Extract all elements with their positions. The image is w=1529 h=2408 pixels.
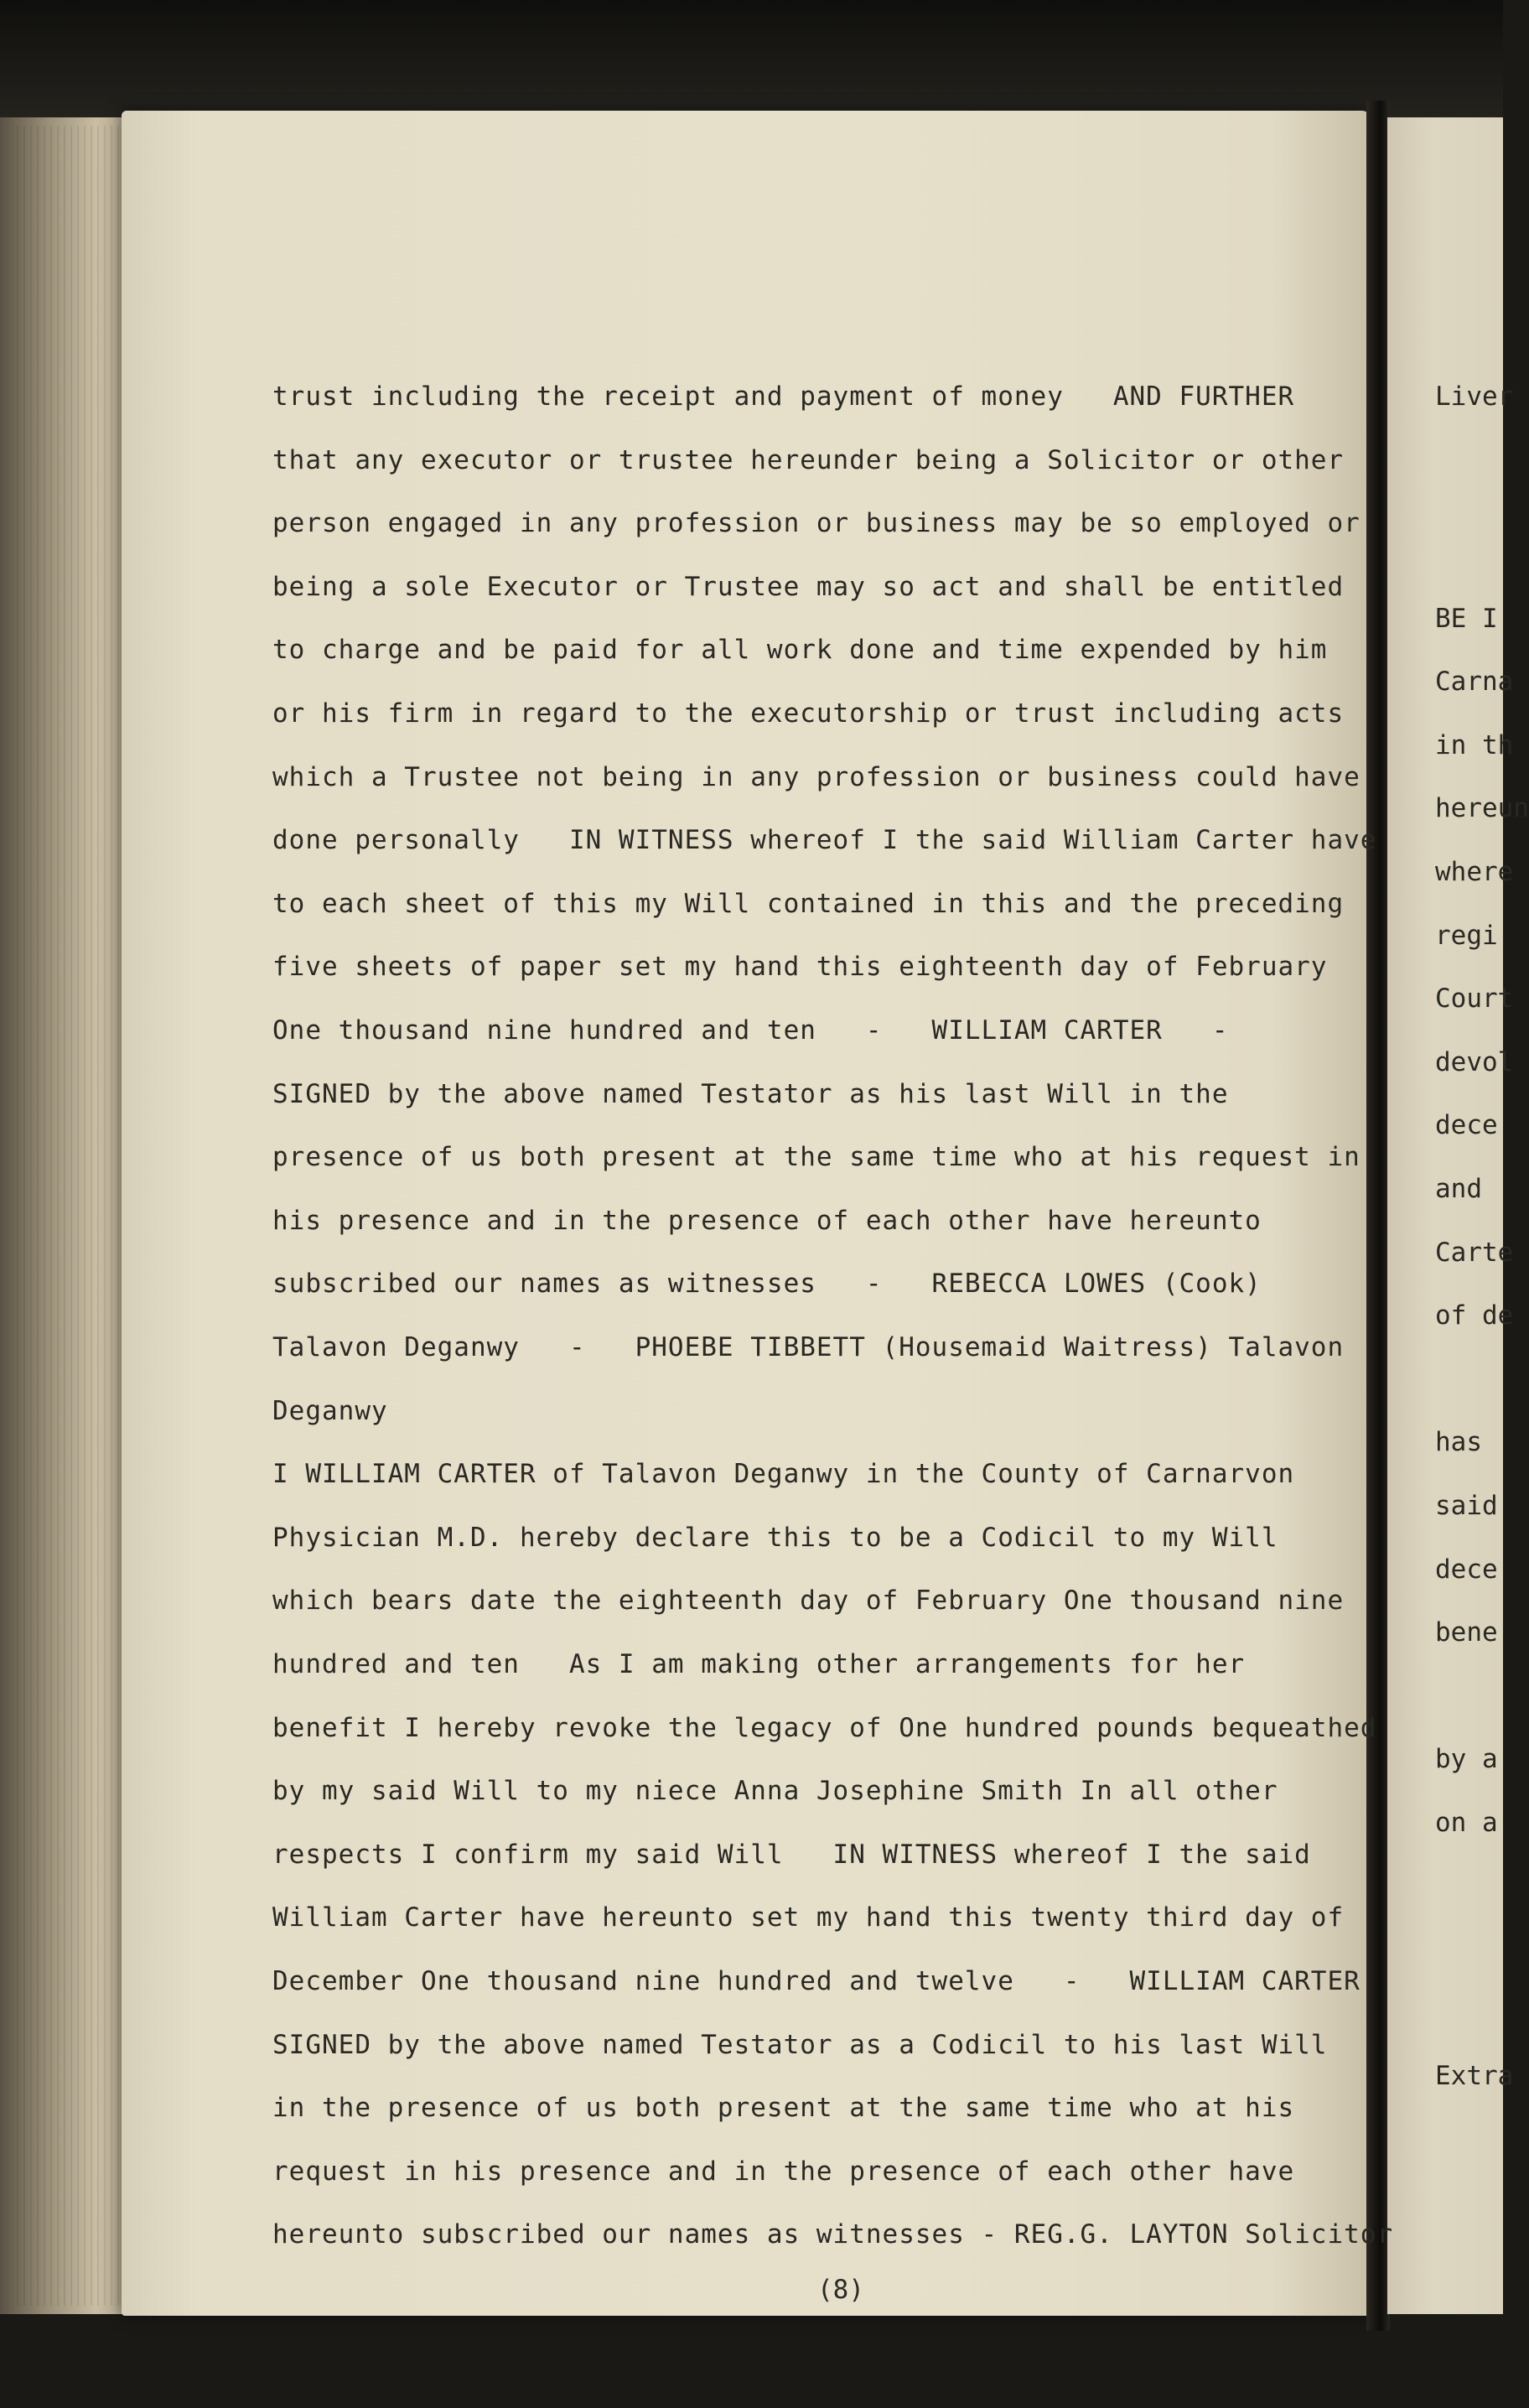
adjacent-text-line: devol: [1435, 1046, 1514, 1077]
page-number: (8): [817, 2275, 864, 2305]
text-line: Deganwy: [272, 1395, 388, 1426]
text-line: One thousand nine hundred and ten - WILLIAM CARTER -: [272, 1015, 1229, 1046]
adjacent-text-line: Liver: [1435, 381, 1514, 412]
text-line: William Carter have hereunto set my hand this twenty third day of: [272, 1902, 1345, 1933]
text-line: SIGNED by the above named Testator as his last Will in the: [272, 1078, 1229, 1109]
adjacent-text-line: BE I: [1435, 603, 1498, 634]
text-line: to charge and be paid for all work done and time expended by him: [272, 635, 1328, 666]
adjacent-text-line: Court: [1435, 983, 1514, 1015]
text-line: that any executor or trustee hereunder being a Solicitor or other: [272, 444, 1345, 475]
text-line: Physician M.D. hereby declare this to be a Codicil to my Will: [272, 1522, 1278, 1553]
adjacent-text-line: Extra: [1435, 2061, 1514, 2092]
text-line: which bears date the eighteenth day of February One thousand nine: [272, 1585, 1345, 1617]
text-line: which a Trustee not being in any profession or business could have: [272, 761, 1361, 792]
text-line: five sheets of paper set my hand this eighteenth day of February: [272, 952, 1328, 983]
text-line: Talavon Deganwy - PHOEBE TIBBETT (Housemaid Waitress) Talavon: [272, 1332, 1345, 1362]
adjacent-text-line: bene: [1435, 1617, 1498, 1648]
text-line: respects I confirm my said Will IN WITNESS whereof I the said: [272, 1839, 1311, 1870]
adjacent-text-line: by a: [1435, 1744, 1498, 1775]
adjacent-text-line: where: [1435, 857, 1514, 887]
adjacent-page-text: [1435, 381, 1529, 2310]
text-line: request in his presence and in the presence of each other have: [272, 2156, 1295, 2187]
text-line: being a sole Executor or Trustee may so act and shall be entitled: [272, 571, 1345, 602]
text-line: SIGNED by the above named Testator as a Codicil to his last Will: [272, 2029, 1328, 2060]
text-line: by my said Will to my niece Anna Josephine Smith In all other: [272, 1776, 1278, 1807]
text-line: or his firm in regard to the executorship or trust including acts: [272, 698, 1345, 729]
text-line: benefit I hereby revoke the legacy of One hundred pounds bequeathed: [272, 1712, 1377, 1743]
adjacent-text-line: and: [1435, 1174, 1482, 1204]
adjacent-text-line: hereun: [1435, 793, 1529, 824]
adjacent-text-line: Carna: [1435, 667, 1514, 698]
text-line: December One thousand nine hundred and twelve - WILLIAM CARTER: [272, 1966, 1361, 1996]
text-line: his presence and in the presence of each other have hereunto: [272, 1205, 1262, 1236]
text-line: presence of us both present at the same time who at his request in: [272, 1142, 1361, 1173]
adjacent-text-line: on a: [1435, 1808, 1498, 1838]
adjacent-text-line: of de: [1435, 1300, 1514, 1331]
text-line: done personally IN WITNESS whereof I the said William Carter have: [272, 825, 1377, 856]
text-line: hereunto subscribed our names as witnesses - REG.G. LAYTON Solicitor: [272, 2219, 1394, 2250]
adjacent-text-line: Carte: [1435, 1237, 1514, 1268]
text-line: in the presence of us both present at the same time who at his: [272, 2093, 1295, 2124]
adjacent-text-line: in th: [1435, 729, 1514, 760]
text-line: trust including the receipt and payment of money AND FURTHER: [272, 381, 1295, 412]
adjacent-text-line: has: [1435, 1427, 1482, 1458]
text-line: I WILLIAM CARTER of Talavon Deganwy in the County of Carnarvon: [272, 1459, 1295, 1490]
adjacent-text-line: dece: [1435, 1110, 1498, 1141]
adjacent-text-line: said: [1435, 1491, 1498, 1521]
adjacent-text-line: dece: [1435, 1554, 1498, 1585]
background-shadow: [0, 0, 1503, 117]
text-line: hundred and ten As I am making other arrangements for her: [272, 1649, 1246, 1679]
text-line: to each sheet of this my Will contained in this and the preceding: [272, 888, 1345, 919]
adjacent-text-line: regi: [1435, 920, 1498, 951]
book-gutter: [1366, 101, 1390, 2331]
text-line: person engaged in any profession or business may be so employed or: [272, 508, 1361, 539]
text-line: subscribed our names as witnesses - REBECCA LOWES (Cook): [272, 1269, 1262, 1300]
